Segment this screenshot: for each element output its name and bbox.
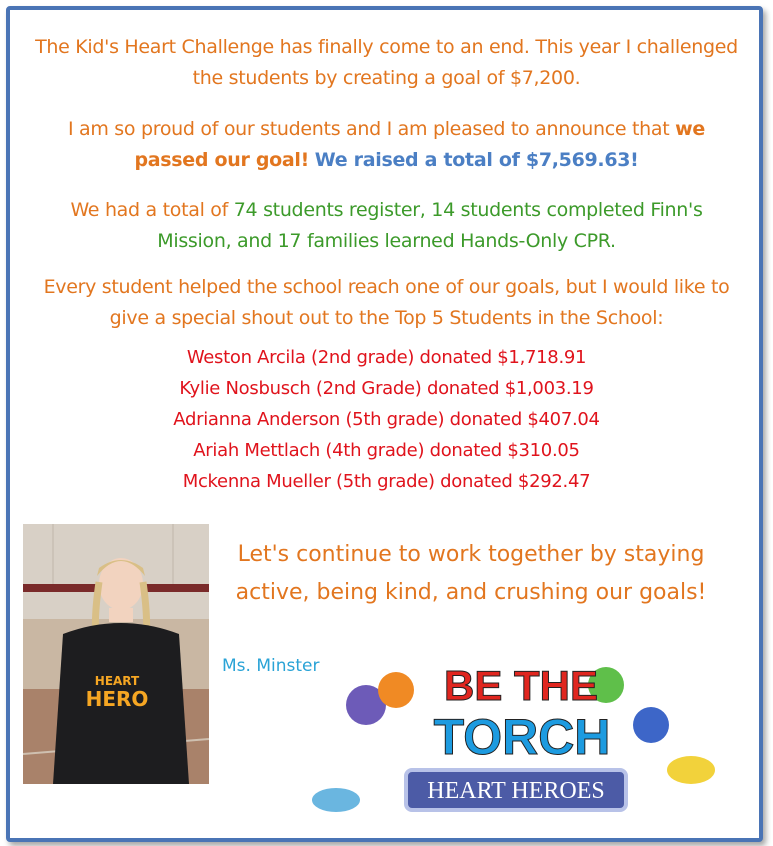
shirt-text-1: HEART bbox=[94, 674, 140, 688]
stats-paragraph bbox=[20, 195, 753, 257]
stats-mission: Mission, and 17 families learned Hands-Only CPR. bbox=[157, 230, 616, 252]
logo-be-the: BE THE bbox=[443, 662, 598, 709]
light-blue-dragon-icon bbox=[312, 788, 360, 812]
closing-message bbox=[215, 536, 727, 612]
stats-intro: We had a total of bbox=[70, 199, 234, 221]
raised-total-text: We raised a total of $7,569.63! bbox=[314, 149, 639, 171]
shirt-text-2: HERO bbox=[85, 687, 149, 711]
intro-line-2: the students by creating a goal of $7,200. bbox=[192, 67, 581, 89]
proud-paragraph bbox=[20, 114, 753, 176]
thanks-line-1: Every student helped the school reach one of our goals, but I would like to bbox=[43, 276, 730, 298]
thanks-line-2: give a special shout out to the Top 5 Students in the School: bbox=[109, 307, 664, 329]
proud-text: I am so proud of our students and I am pleased to announce that bbox=[67, 118, 676, 140]
logo-torch: TORCH bbox=[433, 709, 611, 765]
logo-heart-heroes: HEART HEROES bbox=[427, 778, 605, 804]
top-student-3: Adrianna Anderson (5th grade) donated $407.04 bbox=[173, 409, 600, 430]
closing-line-1: Let's continue to work together by staying bbox=[237, 542, 705, 567]
proud-we: we bbox=[675, 118, 706, 140]
top-student-5: Mckenna Mueller (5th grade) donated $292.47 bbox=[182, 471, 591, 492]
teacher-photo bbox=[23, 524, 209, 784]
top-student-4: Ariah Mettlach (4th grade) donated $310.05 bbox=[193, 440, 580, 461]
stats-register: 74 students register, 14 students completed Finn's bbox=[233, 199, 703, 221]
thanks-paragraph bbox=[20, 272, 753, 334]
top-student-2: Kylie Nosbusch (2nd Grade) donated $1,003.19 bbox=[179, 378, 594, 399]
passed-goal-text: passed our goal! bbox=[134, 149, 310, 171]
top-students-list bbox=[20, 342, 753, 497]
top-student-1: Weston Arcila (2nd grade) donated $1,718.91 bbox=[186, 347, 587, 368]
signature: Ms. Minster bbox=[222, 656, 320, 676]
be-the-torch-logo bbox=[296, 650, 736, 830]
intro-paragraph bbox=[20, 32, 753, 94]
yellow-dragon-icon bbox=[667, 756, 715, 784]
closing-line-2: active, being kind, and crushing our goals! bbox=[235, 580, 707, 605]
intro-line-1: The Kid's Heart Challenge has finally come to an end. This year I challenged bbox=[35, 36, 738, 58]
